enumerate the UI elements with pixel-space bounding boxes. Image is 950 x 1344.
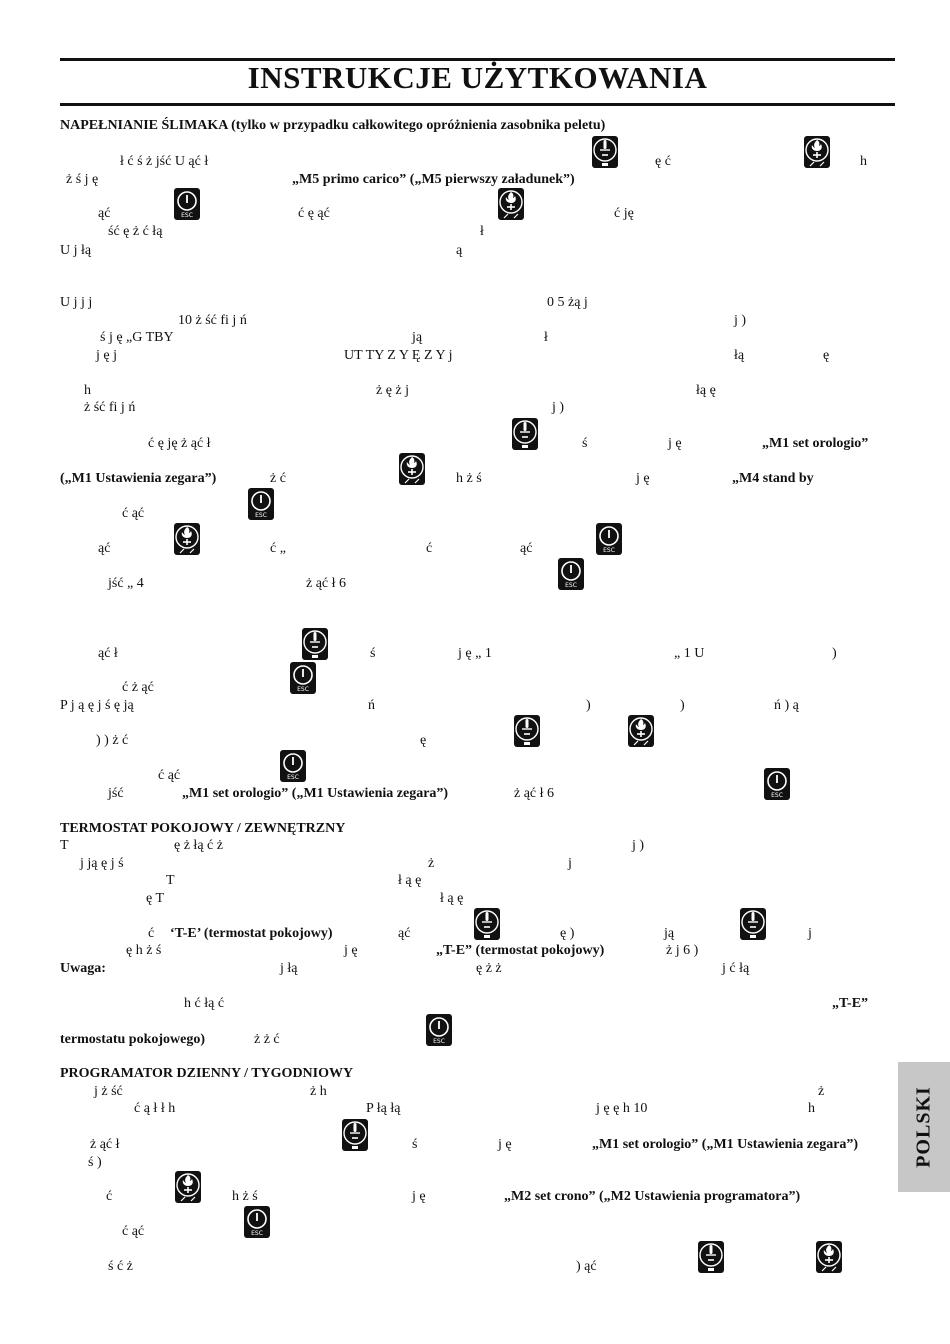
text-line: ż ść fi j ń	[84, 400, 136, 415]
power-esc-icon	[174, 188, 200, 220]
text-line: łą	[734, 348, 745, 363]
text-line: ć ję	[614, 206, 634, 221]
text-line: P łą łą	[366, 1101, 401, 1116]
flame-plus-icon	[174, 523, 200, 555]
flame-plus-icon	[498, 188, 524, 220]
text-line: ż ś j ę	[66, 172, 99, 187]
text-line: ś ć ż	[108, 1259, 133, 1274]
thermometer-minus-icon	[698, 1241, 724, 1273]
text-line: j ć łą	[722, 961, 750, 976]
text-line: ż j 6 )	[666, 943, 699, 958]
text-line: j	[568, 856, 572, 871]
text-line: ąć	[398, 926, 411, 941]
text-line: h ż ś	[456, 471, 482, 486]
text-line: )	[832, 646, 837, 661]
thermometer-minus-icon	[474, 908, 500, 940]
title-rule-bottom	[60, 103, 895, 106]
text-line: ż ż ć	[254, 1032, 280, 1047]
flame-plus-icon	[804, 136, 830, 168]
text-line: j ę j	[96, 348, 117, 363]
section-heading-termostat: TERMOSTAT POKOJOWY / ZEWNĘTRZNY	[60, 821, 346, 836]
menu-name-m1-3: „M1 set orologio” („M1 Ustawienia zegara”)	[592, 1137, 859, 1152]
mode-name-te: ‘T-E’ (termostat pokojowy)	[170, 926, 333, 941]
power-esc-icon	[290, 662, 316, 694]
text-line: ć	[426, 541, 433, 556]
text-line: ż ąć ł	[90, 1137, 120, 1152]
text-line: ć ąć	[122, 506, 145, 521]
thermometer-minus-icon	[592, 136, 618, 168]
menu-name-m1-pl: („M1 Ustawienia zegara”)	[60, 471, 217, 486]
text-line: )	[680, 698, 685, 713]
power-esc-icon	[280, 750, 306, 782]
text-line: ść ę ż ć łą	[108, 224, 163, 239]
text-line: ż	[428, 856, 435, 871]
power-esc-icon	[764, 768, 790, 800]
thermometer-minus-icon	[302, 628, 328, 660]
mode-name-te-4: termostatu pokojowego)	[60, 1032, 206, 1047]
text-line: ć „	[270, 541, 286, 556]
text-line: ł	[544, 330, 548, 345]
text-line: ł ą ę	[398, 873, 422, 888]
text-line: ś	[582, 436, 588, 451]
text-line: j ę	[668, 436, 682, 451]
text-line: T	[60, 838, 69, 853]
text-line: U j j j	[60, 295, 93, 310]
power-esc-icon	[426, 1014, 452, 1046]
text-line: 10 ż ść fi j ń	[178, 313, 247, 328]
text-line: ć ę ję ż ąć ł	[148, 436, 211, 451]
text-line: T	[166, 873, 175, 888]
svg-text:ESC: ESC	[287, 774, 299, 781]
text-line: ę h ż ś	[126, 943, 162, 958]
thermometer-minus-icon	[514, 715, 540, 747]
text-line: ę	[420, 733, 427, 748]
text-line: j ę	[412, 1189, 426, 1204]
thermometer-minus-icon	[512, 418, 538, 450]
text-line: ć ę ąć	[298, 206, 330, 221]
section-heading-slimak: NAPEŁNIANIE ŚLIMAKA (tylko w przypadku całkowitego opróżnienia zasobnika peletu)	[60, 118, 606, 133]
text-line: ż	[818, 1084, 825, 1099]
text-line: ąć	[98, 206, 111, 221]
text-line: j )	[632, 838, 645, 853]
svg-text:ESC: ESC	[255, 512, 267, 519]
menu-name-m1: „M1 set orologio”	[762, 436, 869, 451]
text-line: )	[586, 698, 591, 713]
language-tab-label: POLSKI	[912, 1086, 935, 1168]
text-line: j )	[734, 313, 747, 328]
flame-plus-icon	[628, 715, 654, 747]
text-line: ąć	[98, 541, 111, 556]
svg-text:ESC: ESC	[603, 547, 615, 554]
mode-name-te-3: „T-E”	[832, 996, 869, 1011]
menu-name-m1-repeat: „M1 set orologio” („M1 Ustawienia zegara”)	[182, 786, 449, 801]
text-line: ś )	[88, 1155, 102, 1170]
text-line: łą ę	[696, 383, 716, 398]
note-label: Uwaga:	[60, 961, 106, 976]
text-line: ć	[106, 1189, 113, 1204]
svg-text:ESC: ESC	[771, 792, 783, 799]
mode-name-te-2: „T-E” (termostat pokojowy)	[436, 943, 605, 958]
text-line: j ę „ 1	[458, 646, 492, 661]
text-line: ś	[370, 646, 376, 661]
text-line: h	[860, 154, 867, 169]
text-line: ) ąć	[576, 1259, 597, 1274]
text-line: ż ąć ł 6	[514, 786, 555, 801]
text-line: U j łą	[60, 243, 92, 258]
text-line: j ją ę j ś	[80, 856, 124, 871]
text-line: h	[808, 1101, 815, 1116]
text-line: ją	[412, 330, 423, 345]
text-line: jść „ 4	[108, 576, 144, 591]
text-line: j ę	[344, 943, 358, 958]
power-esc-icon	[558, 558, 584, 590]
text-line: ę )	[560, 926, 575, 941]
text-line: ń ) ą	[774, 698, 799, 713]
text-line: ą	[456, 243, 463, 258]
text-line: jść	[108, 786, 124, 801]
text-line: j łą	[280, 961, 298, 976]
text-line: ż h	[310, 1084, 327, 1099]
power-esc-icon	[248, 488, 274, 520]
text-line: ę	[823, 348, 830, 363]
text-line: j )	[552, 400, 565, 415]
thermometer-minus-icon	[740, 908, 766, 940]
text-line: ć ąć	[122, 1224, 145, 1239]
text-line: ż ć	[270, 471, 286, 486]
text-line: j	[808, 926, 812, 941]
text-line: ń	[368, 698, 375, 713]
text-line: ąć	[520, 541, 533, 556]
text-line: ł ć ś ż jść U ąć ł	[120, 154, 209, 169]
text-line: ł	[480, 224, 484, 239]
power-esc-icon	[244, 1206, 270, 1238]
text-line: P j ą ę j ś ę ją	[60, 698, 134, 713]
text-line: j ę ę h 10	[596, 1101, 648, 1116]
power-esc-icon	[596, 523, 622, 555]
text-line: j ę	[636, 471, 650, 486]
text-line: ją	[664, 926, 675, 941]
text-line: ć ąć	[158, 768, 181, 783]
svg-text:ESC: ESC	[297, 686, 309, 693]
svg-text:ESC: ESC	[565, 582, 577, 589]
text-line: ś	[412, 1137, 418, 1152]
text-line: ąć ł	[98, 646, 118, 661]
flame-plus-icon	[816, 1241, 842, 1273]
menu-name-m2: „M2 set crono” („M2 Ustawienia programatora”)	[504, 1189, 801, 1204]
text-line: 0 5 żą j	[547, 295, 588, 310]
text-line: ć	[148, 926, 155, 941]
text-line: h ć łą ć	[184, 996, 225, 1011]
text-line: ę ć	[655, 154, 671, 169]
flame-plus-icon	[399, 453, 425, 485]
text-line: j ę	[498, 1137, 512, 1152]
section-heading-programator: PROGRAMATOR DZIENNY / TYGODNIOWY	[60, 1066, 354, 1081]
text-line: UT TY Z Y Ę Z Y j	[344, 348, 453, 363]
text-line: ł ą ę	[440, 891, 464, 906]
language-side-tab	[898, 1062, 950, 1192]
text-line: ż ąć ł 6	[306, 576, 347, 591]
svg-text:ESC: ESC	[251, 1230, 263, 1237]
text-line: ę T	[146, 891, 165, 906]
menu-name-m5: „M5 primo carico” („M5 pierwszy załadunek”)	[292, 172, 575, 187]
text-line: ć ż ąć	[122, 680, 154, 695]
text-line: ę ż łą ć ż	[174, 838, 223, 853]
text-line: ę ż ż	[476, 961, 502, 976]
svg-text:ESC: ESC	[433, 1038, 445, 1045]
text-line: ć ą ł ł h	[134, 1101, 176, 1116]
menu-name-m4: „M4 stand by	[732, 471, 814, 486]
flame-plus-icon	[175, 1171, 201, 1203]
text-line: „ 1 U	[674, 646, 705, 661]
text-line: ż ę ż j	[376, 383, 410, 398]
text-line: ) ) ż ć	[96, 733, 129, 748]
text-line: ś j ę „G TBY	[100, 330, 174, 345]
svg-text:ESC: ESC	[181, 212, 193, 219]
text-line: h ż ś	[232, 1189, 258, 1204]
thermometer-minus-icon	[342, 1119, 368, 1151]
text-line: j ż ść	[94, 1084, 123, 1099]
page-title: INSTRUKCJE UŻYTKOWANIA	[247, 60, 708, 95]
text-line: h	[84, 383, 91, 398]
